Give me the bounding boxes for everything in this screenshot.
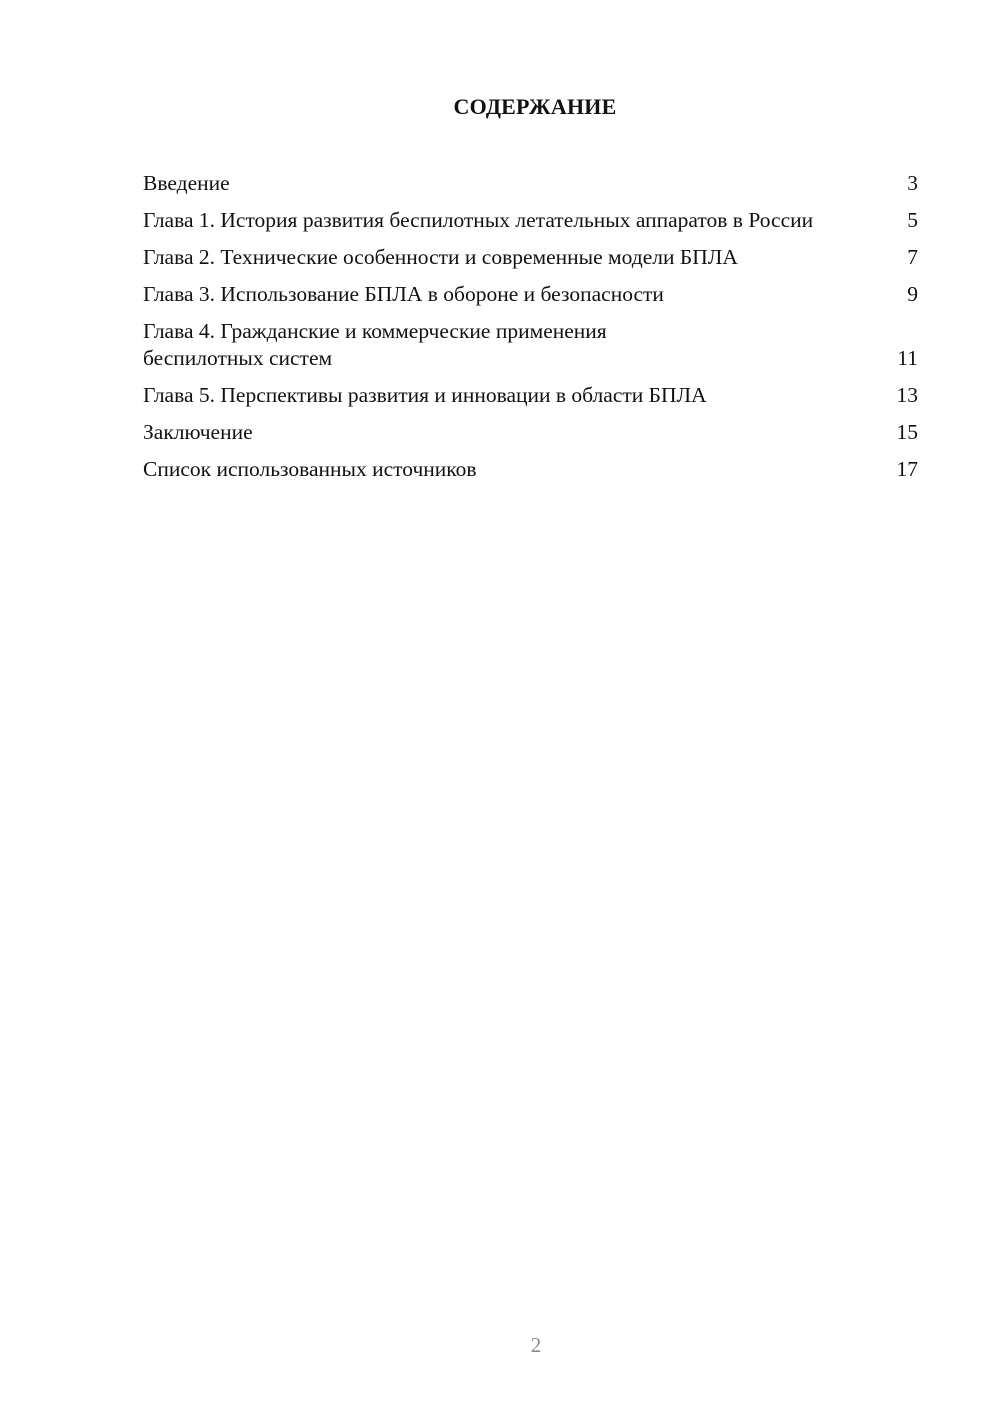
toc-entry-title: Список использованных источников	[143, 457, 477, 481]
toc-entry-title: Глава 1. История развития беспилотных летательных аппаратов в России	[143, 208, 814, 232]
toc-entry-title: Глава 5. Перспективы развития и инновации в области БПЛА	[143, 383, 707, 407]
toc-entry-page: 11	[897, 346, 918, 370]
toc-entry-page: 13	[896, 383, 918, 407]
toc-entry-references[interactable]	[143, 456, 918, 483]
toc-entry-chapter-1[interactable]	[143, 207, 918, 234]
toc-entry-conclusion[interactable]	[143, 419, 918, 446]
toc-entry-page: 5	[907, 208, 918, 232]
toc-entry-page: 15	[896, 420, 918, 444]
toc-entry-page: 3	[907, 171, 918, 195]
toc-entry-title: Введение	[143, 171, 230, 195]
toc-entry-chapter-3[interactable]	[143, 281, 918, 308]
toc-entry-page: 9	[907, 282, 918, 306]
toc-entry-title: Глава 2. Технические особенности и современные модели БПЛА	[143, 245, 738, 269]
toc-entry-title: Глава 4. Гражданские и коммерческие применения беспилотных систем	[143, 319, 607, 370]
toc-entry-page: 7	[907, 245, 918, 269]
page-number: 2	[530, 1333, 542, 1357]
toc-entry-chapter-2[interactable]	[143, 244, 918, 271]
toc-entry-chapter-4[interactable]	[143, 318, 918, 372]
toc-entry-page: 17	[896, 457, 918, 481]
table-of-contents	[143, 170, 918, 493]
toc-entry-chapter-5[interactable]	[143, 382, 918, 409]
page-title: СОДЕРЖАНИЕ	[453, 94, 617, 119]
toc-entry-title: Заключение	[143, 420, 253, 444]
toc-entry-title: Глава 3. Использование БПЛА в обороне и безопасности	[143, 282, 664, 306]
toc-entry-introduction[interactable]	[143, 170, 918, 197]
